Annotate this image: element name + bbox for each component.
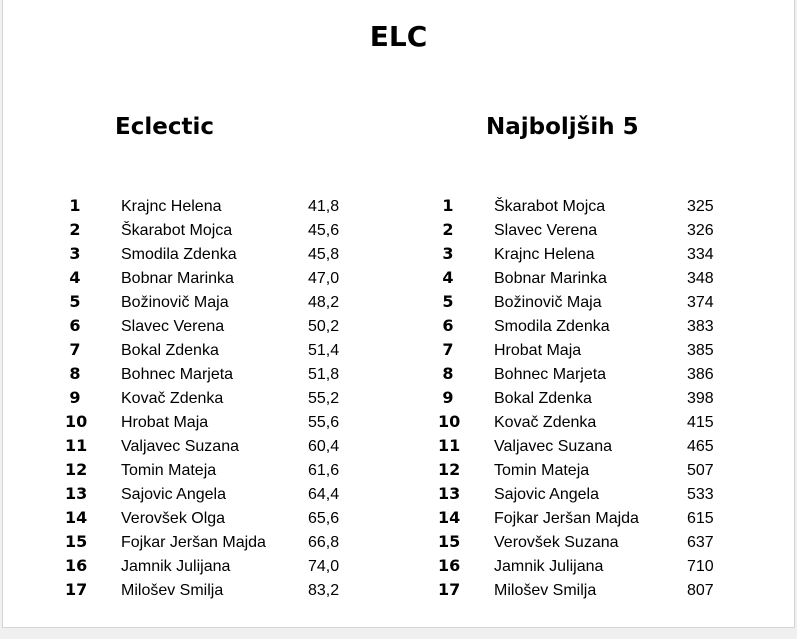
table-row bbox=[3, 412, 794, 436]
player-name: Sajovic Angela bbox=[121, 486, 226, 503]
player-score: 374 bbox=[687, 294, 714, 311]
player-score: 47,0 bbox=[308, 270, 340, 287]
rank-number: 7 bbox=[442, 340, 454, 359]
player-name: Tomin Mateja bbox=[121, 462, 217, 479]
rank-number: 13 bbox=[438, 484, 461, 503]
table-row bbox=[3, 340, 794, 364]
player-score: 385 bbox=[687, 342, 714, 359]
player-name: Sajovic Angela bbox=[494, 486, 599, 503]
table-row bbox=[3, 460, 794, 484]
player-score: 386 bbox=[687, 366, 714, 383]
rank-number: 10 bbox=[438, 412, 461, 431]
player-name: Smodila Zdenka bbox=[121, 246, 237, 263]
player-name: Valjavec Suzana bbox=[494, 438, 612, 455]
rank-number: 17 bbox=[65, 580, 88, 599]
rank-number: 14 bbox=[438, 508, 461, 527]
rank-number: 5 bbox=[442, 292, 454, 311]
rank-number: 13 bbox=[65, 484, 88, 503]
player-name: Milošev Smilja bbox=[494, 582, 597, 599]
table-row bbox=[3, 364, 794, 388]
player-score: 55,2 bbox=[308, 390, 340, 407]
rank-number: 16 bbox=[438, 556, 461, 575]
player-name: Kovač Zdenka bbox=[121, 390, 224, 407]
player-score: 64,4 bbox=[308, 486, 340, 503]
player-score: 326 bbox=[687, 222, 714, 239]
player-name: Bokal Zdenka bbox=[121, 342, 219, 359]
rank-number: 12 bbox=[65, 460, 88, 479]
player-name: Smodila Zdenka bbox=[494, 318, 610, 335]
player-name: Bobnar Marinka bbox=[494, 270, 607, 287]
rank-number: 8 bbox=[69, 364, 81, 383]
player-score: 45,6 bbox=[308, 222, 340, 239]
player-score: 348 bbox=[687, 270, 714, 287]
player-score: 807 bbox=[687, 582, 714, 599]
rank-number: 2 bbox=[442, 220, 454, 239]
player-name: Verovšek Suzana bbox=[494, 534, 619, 551]
player-name: Fojkar Jeršan Majda bbox=[121, 534, 266, 551]
player-name: Tomin Mateja bbox=[494, 462, 590, 479]
document-page bbox=[2, 0, 795, 628]
player-name: Bokal Zdenka bbox=[494, 390, 592, 407]
rank-number: 15 bbox=[438, 532, 461, 551]
player-score: 60,4 bbox=[308, 438, 340, 455]
player-score: 55,6 bbox=[308, 414, 340, 431]
player-score: 398 bbox=[687, 390, 714, 407]
player-name: Slavec Verena bbox=[494, 222, 598, 239]
table-row bbox=[3, 532, 794, 556]
table-row bbox=[3, 244, 794, 268]
rank-number: 9 bbox=[442, 388, 454, 407]
player-score: 45,8 bbox=[308, 246, 340, 263]
player-score: 334 bbox=[687, 246, 714, 263]
player-score: 48,2 bbox=[308, 294, 340, 311]
rank-number: 8 bbox=[442, 364, 454, 383]
player-name: Jamnik Julijana bbox=[121, 558, 231, 575]
player-score: 51,4 bbox=[308, 342, 340, 359]
player-name: Škarabot Mojca bbox=[494, 198, 606, 215]
player-name: Božinovič Maja bbox=[121, 294, 229, 311]
player-name: Božinovič Maja bbox=[494, 294, 602, 311]
player-name: Verovšek Olga bbox=[121, 510, 226, 527]
player-name: Fojkar Jeršan Majda bbox=[494, 510, 639, 527]
player-name: Milošev Smilja bbox=[121, 582, 224, 599]
rank-number: 11 bbox=[438, 436, 461, 455]
player-name: Valjavec Suzana bbox=[121, 438, 239, 455]
rank-number: 16 bbox=[65, 556, 88, 575]
player-name: Krajnc Helena bbox=[494, 246, 595, 263]
table-row bbox=[3, 316, 794, 340]
table-row bbox=[3, 508, 794, 532]
rank-number: 4 bbox=[69, 268, 81, 287]
rank-number: 2 bbox=[69, 220, 81, 239]
rank-number: 6 bbox=[69, 316, 81, 335]
player-score: 41,8 bbox=[308, 198, 340, 215]
player-score: 325 bbox=[687, 198, 714, 215]
player-score: 615 bbox=[687, 510, 714, 527]
table-row bbox=[3, 388, 794, 412]
player-name: Kovač Zdenka bbox=[494, 414, 597, 431]
player-score: 415 bbox=[687, 414, 714, 431]
rank-number: 5 bbox=[69, 292, 81, 311]
player-name: Hrobat Maja bbox=[121, 414, 209, 431]
rank-number: 3 bbox=[442, 244, 454, 263]
player-name: Bobnar Marinka bbox=[121, 270, 234, 287]
player-name: Krajnc Helena bbox=[121, 198, 222, 215]
player-score: 465 bbox=[687, 438, 714, 455]
best-five-heading: Najboljših 5 bbox=[486, 114, 639, 140]
rank-number: 6 bbox=[442, 316, 454, 335]
player-score: 383 bbox=[687, 318, 714, 335]
rank-number: 1 bbox=[69, 196, 81, 215]
player-score: 51,8 bbox=[308, 366, 340, 383]
rank-number: 4 bbox=[442, 268, 454, 287]
table-row bbox=[3, 196, 794, 220]
rank-number: 7 bbox=[69, 340, 81, 359]
player-score: 710 bbox=[687, 558, 714, 575]
eclectic-heading: Eclectic bbox=[115, 114, 214, 140]
player-score: 533 bbox=[687, 486, 714, 503]
player-score: 74,0 bbox=[308, 558, 340, 575]
player-score: 61,6 bbox=[308, 462, 340, 479]
player-score: 50,2 bbox=[308, 318, 340, 335]
rank-number: 9 bbox=[69, 388, 81, 407]
rank-number: 3 bbox=[69, 244, 81, 263]
player-name: Hrobat Maja bbox=[494, 342, 582, 359]
table-row bbox=[3, 556, 794, 580]
rank-number: 15 bbox=[65, 532, 88, 551]
table-row bbox=[3, 220, 794, 244]
table-row bbox=[3, 292, 794, 316]
player-name: Bohnec Marjeta bbox=[494, 366, 607, 383]
player-name: Bohnec Marjeta bbox=[121, 366, 234, 383]
player-name: Jamnik Julijana bbox=[494, 558, 604, 575]
table-row bbox=[3, 268, 794, 292]
player-score: 83,2 bbox=[308, 582, 340, 599]
player-name: Slavec Verena bbox=[121, 318, 225, 335]
player-score: 637 bbox=[687, 534, 714, 551]
player-name: Škarabot Mojca bbox=[121, 222, 233, 239]
rank-number: 14 bbox=[65, 508, 88, 527]
player-score: 507 bbox=[687, 462, 714, 479]
rank-number: 17 bbox=[438, 580, 461, 599]
table-row bbox=[3, 484, 794, 508]
rank-number: 10 bbox=[65, 412, 88, 431]
rank-number: 1 bbox=[442, 196, 454, 215]
player-score: 66,8 bbox=[308, 534, 340, 551]
player-score: 65,6 bbox=[308, 510, 340, 527]
table-row bbox=[3, 580, 794, 604]
table-row bbox=[3, 436, 794, 460]
document-title: ELC bbox=[369, 20, 428, 53]
rank-number: 12 bbox=[438, 460, 461, 479]
rank-number: 11 bbox=[65, 436, 88, 455]
